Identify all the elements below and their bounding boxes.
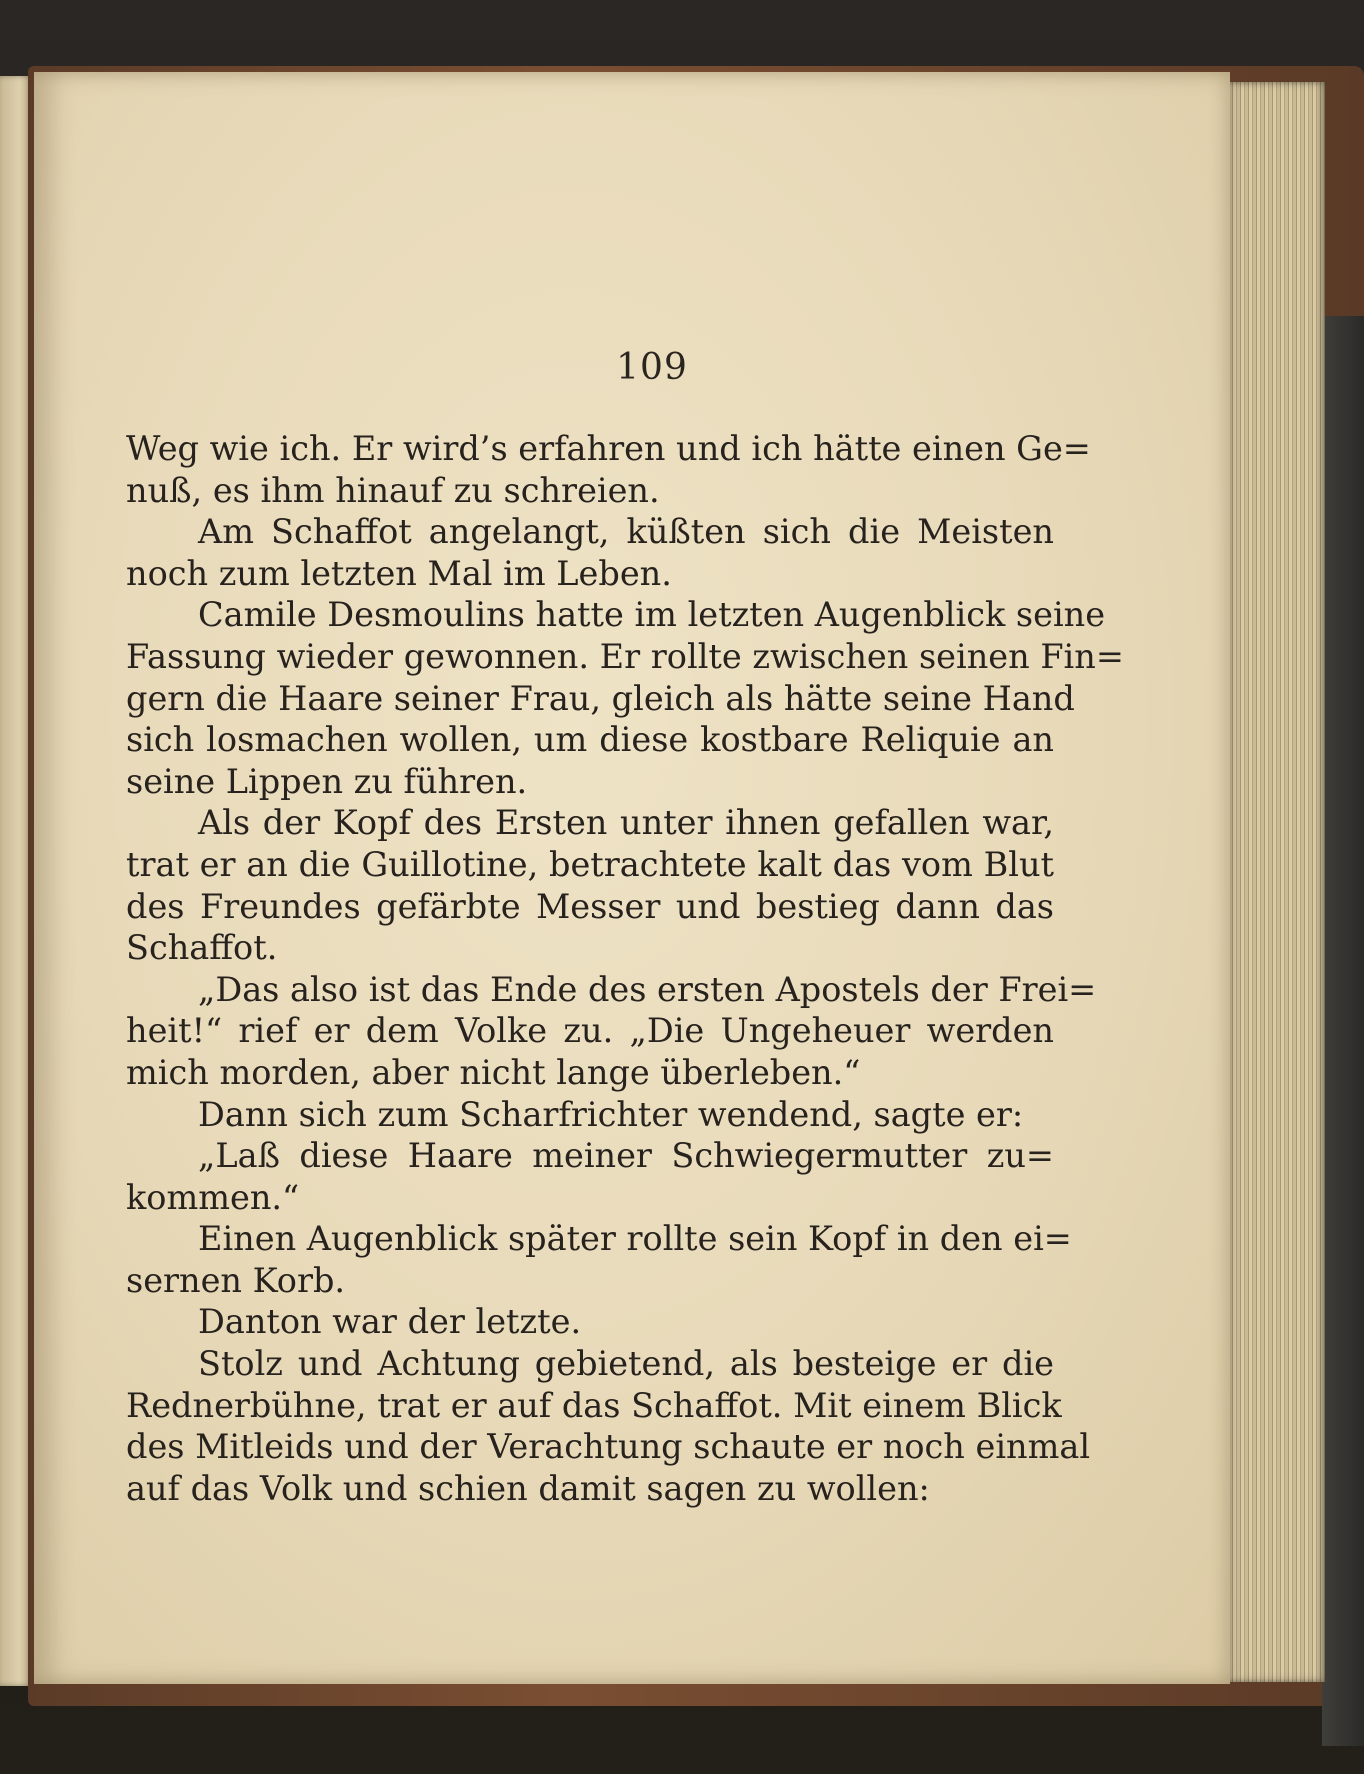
page-number: 109 <box>616 347 688 388</box>
page-stack-edges <box>1225 82 1325 1682</box>
text-line: heit!“ rief er dem Volke zu. „Die Ungeheuer werden <box>126 1011 1054 1051</box>
text-line: „Das also ist das Ende des ersten Apostels der Frei= <box>198 969 1097 1009</box>
book-page <box>34 72 1230 1684</box>
text-line: Camile Desmoulins hatte im letzten Augenblick seine <box>198 595 1106 635</box>
text-line: Dann sich zum Scharfrichter wendend, sagte er: <box>198 1094 1024 1134</box>
text-line: Stolz und Achtung gebietend, als besteige er die <box>198 1344 1054 1384</box>
text-line: des Freundes gefärbte Messer und bestieg dann das <box>126 886 1054 926</box>
text-line: Als der Kopf des Ersten unter ihnen gefallen war, <box>198 803 1054 843</box>
text-line: nuß, es ihm hinauf zu schreien. <box>126 470 660 510</box>
text-line: trat er an die Guillotine, betrachtete kalt das vom Blut <box>126 844 1054 884</box>
text-line: Am Schaffot angelangt, küßten sich die Meisten <box>198 512 1054 552</box>
text-line: Danton war der letzte. <box>198 1302 582 1342</box>
text-line: auf das Volk und schien damit sagen zu wollen: <box>126 1468 930 1508</box>
cover-spine-shadow <box>1322 316 1364 1746</box>
text-line: noch zum letzten Mal im Leben. <box>126 553 672 593</box>
text-line: mich morden, aber nicht lange überleben.“ <box>126 1052 861 1092</box>
text-line: Einen Augenblick später rollte sein Kopf in den ei= <box>198 1219 1072 1259</box>
body-text <box>126 428 1124 1509</box>
text-line: Rednerbühne, trat er auf das Schaffot. Mit einem Blick <box>126 1385 1062 1425</box>
text-line: Fassung wieder gewonnen. Er rollte zwischen seinen Fin= <box>126 636 1124 676</box>
text-line: Schaffot. <box>126 928 278 968</box>
text-line: seine Lippen zu führen. <box>126 761 528 801</box>
text-line: sich losmachen wollen, um diese kostbare Reliquie an <box>126 720 1054 760</box>
text-line: kommen.“ <box>126 1177 300 1217</box>
text-line: „Laß diese Haare meiner Schwiegermutter zu= <box>198 1136 1054 1176</box>
text-line: sernen Korb. <box>126 1260 346 1300</box>
text-line: des Mitleids und der Verachtung schaute er noch einmal <box>126 1427 1091 1467</box>
text-line: Weg wie ich. Er wird’s erfahren und ich hätte einen Ge= <box>126 429 1091 468</box>
text-line: gern die Haare seiner Frau, gleich als hätte seine Hand <box>126 678 1075 718</box>
